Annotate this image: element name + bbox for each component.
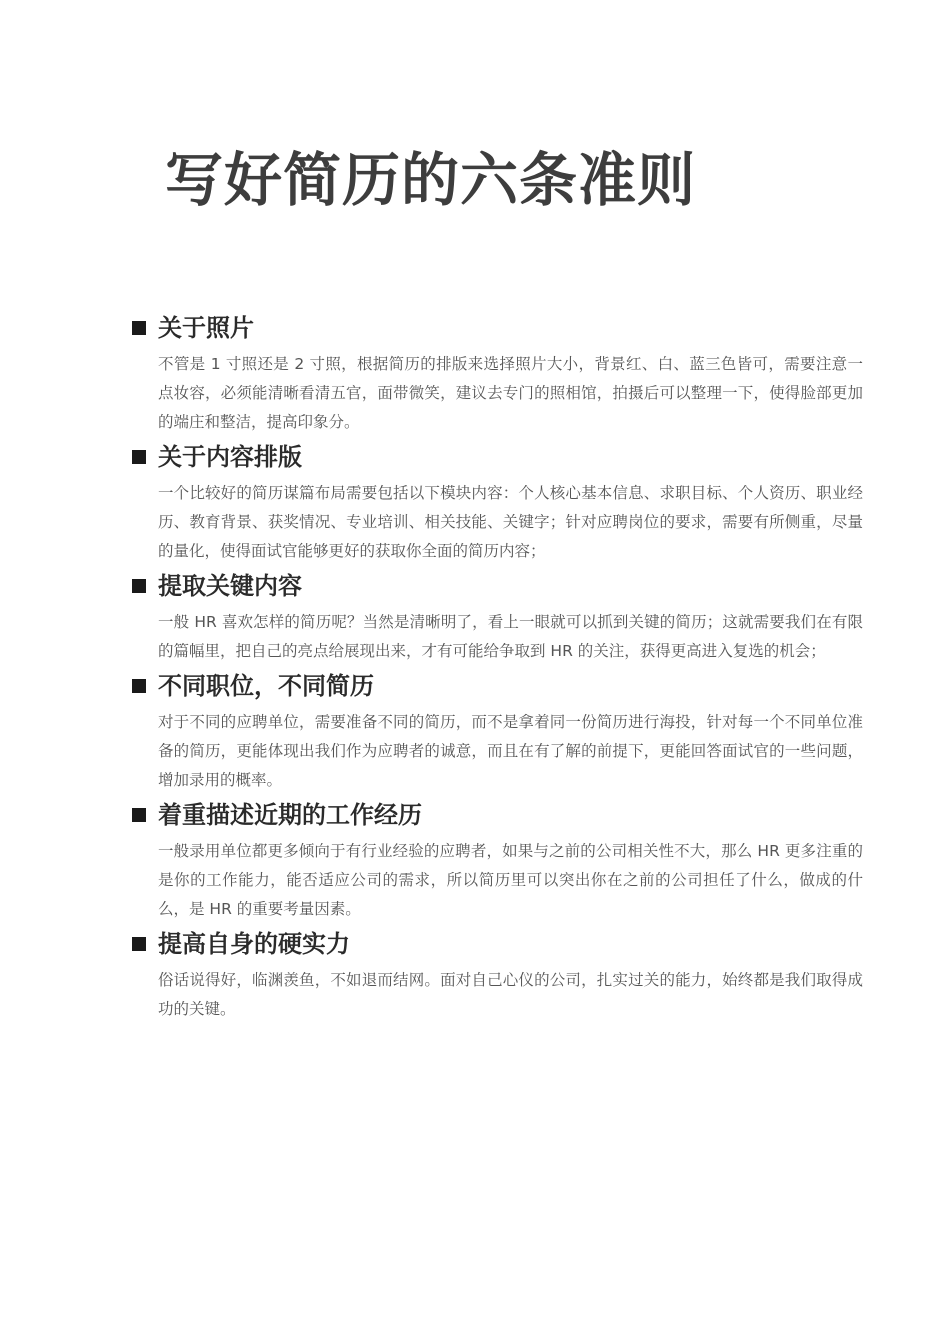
section-body: 俗话说得好，临渊羡鱼，不如退而结网。面对自己心仪的公司，扎实过关的能力，始终都是我们取得成功的关键。 <box>158 971 863 1018</box>
section-layout <box>132 439 872 566</box>
square-bullet-icon <box>132 937 146 951</box>
section-body: 对于不同的应聘单位，需要准备不同的简历，而不是拿着同一份简历进行海投，针对每一个不同单位准备的简历，更能体现出我们作为应聘者的诚意，而且在有了解的前提下，更能回答面试官的一些问题，增加录用的概率。 <box>158 713 863 789</box>
section-heading-text: 关于内容排版 <box>158 443 302 471</box>
square-bullet-icon <box>132 808 146 822</box>
section-heading <box>132 797 872 833</box>
section-heading-text: 不同职位，不同简历 <box>158 672 374 700</box>
section-key-content <box>132 568 872 666</box>
section-heading-text: 关于照片 <box>158 314 254 342</box>
section-heading <box>132 310 872 346</box>
section-heading-text: 提高自身的硬实力 <box>158 930 350 958</box>
sections-list <box>132 310 872 1024</box>
section-different-positions <box>132 668 872 795</box>
section-heading-text: 着重描述近期的工作经历 <box>158 801 422 829</box>
section-body: 一般 HR 喜欢怎样的简历呢？当然是清晰明了，看上一眼就可以抓到关键的简历；这就需要我们在有限的篇幅里，把自己的亮点给展现出来，才有可能给争取到 HR 的关注，获得更高进入复选的机会； <box>158 613 863 660</box>
square-bullet-icon <box>132 679 146 693</box>
square-bullet-icon <box>132 450 146 464</box>
section-heading <box>132 439 872 475</box>
square-bullet-icon <box>132 321 146 335</box>
section-heading-text: 提取关键内容 <box>158 572 302 600</box>
section-heading <box>132 668 872 704</box>
section-heading <box>132 926 872 962</box>
section-recent-experience <box>132 797 872 924</box>
section-body: 不管是 1 寸照还是 2 寸照，根据简历的排版来选择照片大小，背景红、白、蓝三色皆可，需要注意一点妆容，必须能清晰看清五官，面带微笑，建议去专门的照相馆，拍摄后可以整理一下，使得脸部更加的端庄和整洁，提高印象分。 <box>158 355 863 431</box>
section-body: 一般录用单位都更多倾向于有行业经验的应聘者，如果与之前的公司相关性不大，那么 HR 更多注重的是你的工作能力，能否适应公司的需求，所以简历里可以突出你在之前的公司担任了什么，做成的什么，是 HR 的重要考量因素。 <box>158 842 863 918</box>
section-body: 一个比较好的简历谋篇布局需要包括以下模块内容：个人核心基本信息、求职目标、个人资历、职业经历、教育背景、获奖情况、专业培训、相关技能、关键字；针对应聘岗位的要求，需要有所侧重，尽量的量化，使得面试官能够更好的获取你全面的简历内容； <box>158 484 863 560</box>
section-heading <box>132 568 872 604</box>
section-photo <box>132 310 872 437</box>
square-bullet-icon <box>132 579 146 593</box>
section-hard-skills <box>132 926 872 1024</box>
document-title: 写好简历的六条准则 <box>165 146 697 214</box>
